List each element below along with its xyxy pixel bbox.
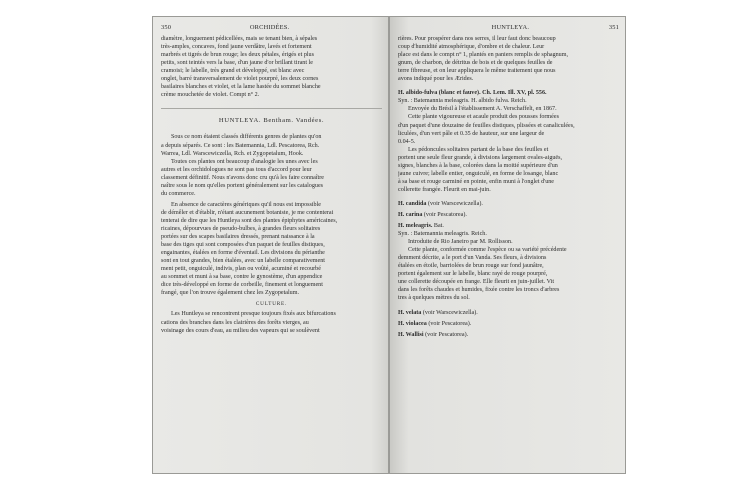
culture-heading: CULTURE. <box>255 301 288 308</box>
text-line: coup d'humidité atmosphérique, d'ombre et de chaleur. Leur <box>398 44 545 51</box>
text-line: Cette plante vigoureuse et acaule produit des pousses formées <box>408 114 559 121</box>
species-name: H. Wallisi <box>398 331 424 338</box>
text-line: a depuis séparés. Ce sont : les Batemannia, Ldl. Pescatorea, Rch. <box>161 142 320 149</box>
text-line: d'un paquet d'une douzaine de feuilles distiques, plissées et canaliculées, <box>398 122 575 129</box>
text-line: autres et les orchidologues ne sont pas tous d'accord pour leur <box>161 166 312 173</box>
text-line: Syn. : Batemannia meleagris. Reich. <box>398 231 487 238</box>
text-line: engainantes, étalées en forme d'éventail. Les divisions du périanthe <box>161 250 325 257</box>
species-name: H. violacea <box>398 320 427 327</box>
left-top-paragraph <box>161 35 382 99</box>
text-line: liculées, d'un vert pâle et 0.35 de hauteur, sur une largeur de <box>398 130 545 137</box>
species-note: Bat. <box>433 223 444 230</box>
text-line: Warrea, Ldl. Warscewiczella, Rch. et Zygopetalum, Hook. <box>161 150 304 157</box>
text-line: dice très-développé en forme de corbeille, finement et longuement <box>161 282 323 289</box>
species-name: H. meleagris. <box>398 223 433 230</box>
left-page <box>153 17 390 473</box>
running-head: ORCHIDÉES. <box>249 24 290 31</box>
text-line: demment décrite, a le port d'un Vanda. Ses fleurs, à divisions <box>398 255 547 262</box>
text-line: onglet, barré transversalement de violet pourpré, les deux cornes <box>161 76 319 83</box>
text-line: cramoisi; le labelle, très grand et développé, est blanc avec <box>161 68 305 75</box>
text-line: basilaires blanches et violet, et la lame hastée du sommet blanche <box>161 84 321 91</box>
running-head: HUNTLEYA. <box>491 24 530 31</box>
text-line: classement définitif. Nous n'avons donc cru qu'à les faire connaître <box>161 174 324 181</box>
species-name: H. velata <box>398 309 422 316</box>
species-name: H. candida <box>398 200 427 207</box>
text-line: ment petit, onguiculé, indivis, plan ou voûté, acuminé et recourbé <box>161 266 321 273</box>
text-line: Cette plante, conformée comme l'espèce ou sa variété précédente <box>408 247 567 254</box>
species-entry <box>398 211 619 219</box>
genus-heading: HUNTLEYA. Bentham. Vandées. <box>218 117 325 125</box>
text-line: base des tiges qui sont composées d'un paquet de feuilles distiques, <box>161 242 325 249</box>
description-paragraph <box>161 201 382 298</box>
text-line: marbrés et tigrés de brun rouge; les deux pétales, érigés et plus <box>161 52 314 59</box>
text-line: au sommet et muni à sa base, contre le gynostème, d'un appendice <box>161 274 323 281</box>
text-line: Toutes ces plantes ont beaucoup d'analogie les unes avec les <box>171 158 318 165</box>
species-note: (voir Pescatorea). <box>428 320 472 327</box>
left-page-header <box>161 24 382 32</box>
text-line: 0.04-5. <box>398 138 416 145</box>
text-line: frangé, que l'on trouve également chez les Zygopetalum. <box>161 290 299 297</box>
genus-intro-paragraph <box>161 133 382 197</box>
text-line: étalées en étoile, barriolées de brun rouge sur fond jaunâtre, <box>398 263 544 270</box>
species-albido-fulva-description <box>398 97 619 194</box>
text-line: tres à quelques mètres du sol. <box>398 295 470 302</box>
section-divider <box>161 108 382 109</box>
right-top-paragraph <box>398 35 619 83</box>
text-line: Syn. : Batemannia meleagris. H. albido fulva. Reich. <box>398 98 527 105</box>
species-entry <box>398 320 619 328</box>
species-entry <box>398 222 619 230</box>
text-line: très-amples, concaves, fond jaune verdâtre, lavés et fortement <box>161 44 312 51</box>
text-line: petits, sont teintés vers la base, d'un jaune d'or brillant tirant le <box>161 60 313 67</box>
species-note: (voir Warscewiczella). <box>427 200 483 207</box>
text-line: terre fibreuse, et on leur appliquera le même traitement que nous <box>398 68 556 75</box>
text-line: cations des branches dans les clairières des forêts vierges, au <box>161 319 309 326</box>
species-name: H. carina <box>398 211 423 218</box>
text-line: Introduite de Rio Janeiro par M. Rollisson. <box>408 239 513 246</box>
text-line: voisinage des cours d'eau, au milieu des vapeurs qui se soulèvent <box>161 327 320 334</box>
text-line: collerette frangée. Fleurit en mai-juin. <box>398 186 491 193</box>
culture-paragraph <box>161 310 382 334</box>
text-line: naître sous le nom qu'elles portent généralement sur les catalogues <box>161 182 324 189</box>
text-line: portent une seule fleur grande, à divisions largement ovales-aiguës, <box>398 154 563 161</box>
text-line: diamètre, longuement pédicellées, mais se tenant bien, à sépales <box>161 36 318 43</box>
page-number: 350 <box>161 24 172 31</box>
text-line: jaune cuivre; labelle entier, onguiculé, en forme de losange, blanc <box>398 170 559 177</box>
text-line: sont en tout grandes, bien étalées, avec un labelle comparativement <box>161 258 325 265</box>
species-entry <box>398 200 619 208</box>
text-line: à sa base et rouge carminé en pointe, enfin muni à l'onglet d'une <box>398 178 555 185</box>
book-spread <box>152 16 626 474</box>
text-line: signes, blanches à la base, colorées dans la moitié supérieure d'un <box>398 162 558 169</box>
text-line: tenterai de dire que les Huntleya sont des plantes épiphytes américaines, <box>161 217 338 224</box>
species-meleagris-description <box>398 230 619 302</box>
text-line: portent également sur le labelle, blanc rayé de rouge pourpré, <box>398 271 548 278</box>
text-line: de démêler et d'établir, n'étant aucunement botaniste, je me contenterai <box>161 209 334 216</box>
species-note: (voir Warscewiczella). <box>422 309 478 316</box>
text-line: Sous ce nom étaient classés différents genres de plantes qu'on <box>171 134 322 141</box>
page-number: 351 <box>608 24 619 31</box>
right-page <box>390 17 626 473</box>
text-line: du commerce. <box>161 190 196 197</box>
text-line: ricaines, dépourvues de pseudo-bulbes, à grandes fleurs solitaires <box>161 225 321 232</box>
species-note: (voir Pescatorea). <box>425 331 469 338</box>
right-page-header <box>398 24 619 32</box>
species-entry <box>398 309 619 317</box>
text-line: portées sur des scapes basilaires dressés, prenant naissance à la <box>161 234 315 241</box>
species-note: (voir Pescatorea). <box>423 211 467 218</box>
text-line: place est dans le compt n° 1, plantés en paniers remplis de sphagnum, <box>398 52 568 59</box>
text-line: crème mouchetée de violet. Compt n° 2. <box>161 92 260 99</box>
species-entry <box>398 331 619 339</box>
text-line: Les pédoncules solitaires partant de la base des feuilles et <box>408 146 549 153</box>
text-line: gnum, de charbon, de détritus de bois et de quelques feuilles de <box>398 60 553 67</box>
text-line: dans les forêts chaudes et humides, fixée contre les troncs d'arbres <box>398 287 560 294</box>
text-line: rières. Pour prospérer dans nos serres, il leur faut donc beaucoup <box>398 36 556 43</box>
species-title: H. albido-fulva (blanc et fauve). Ch. Lem. Ill. XV, pl. 556. <box>398 90 547 97</box>
text-line: En absence de caractères génériques qu'il nous est impossible <box>171 201 322 208</box>
text-line: Envoyée du Brésil à l'établissement A. Verschaffelt, en 1867. <box>408 106 557 113</box>
text-line: une collerette découpée en frange. Elle fleurit en juin-juillet. Vit <box>398 279 555 286</box>
text-line: avons indiqué pour les Ærides. <box>398 76 474 83</box>
text-line: Les Huntleya se rencontrent presque toujours fixés aux bifurcations <box>171 311 336 318</box>
